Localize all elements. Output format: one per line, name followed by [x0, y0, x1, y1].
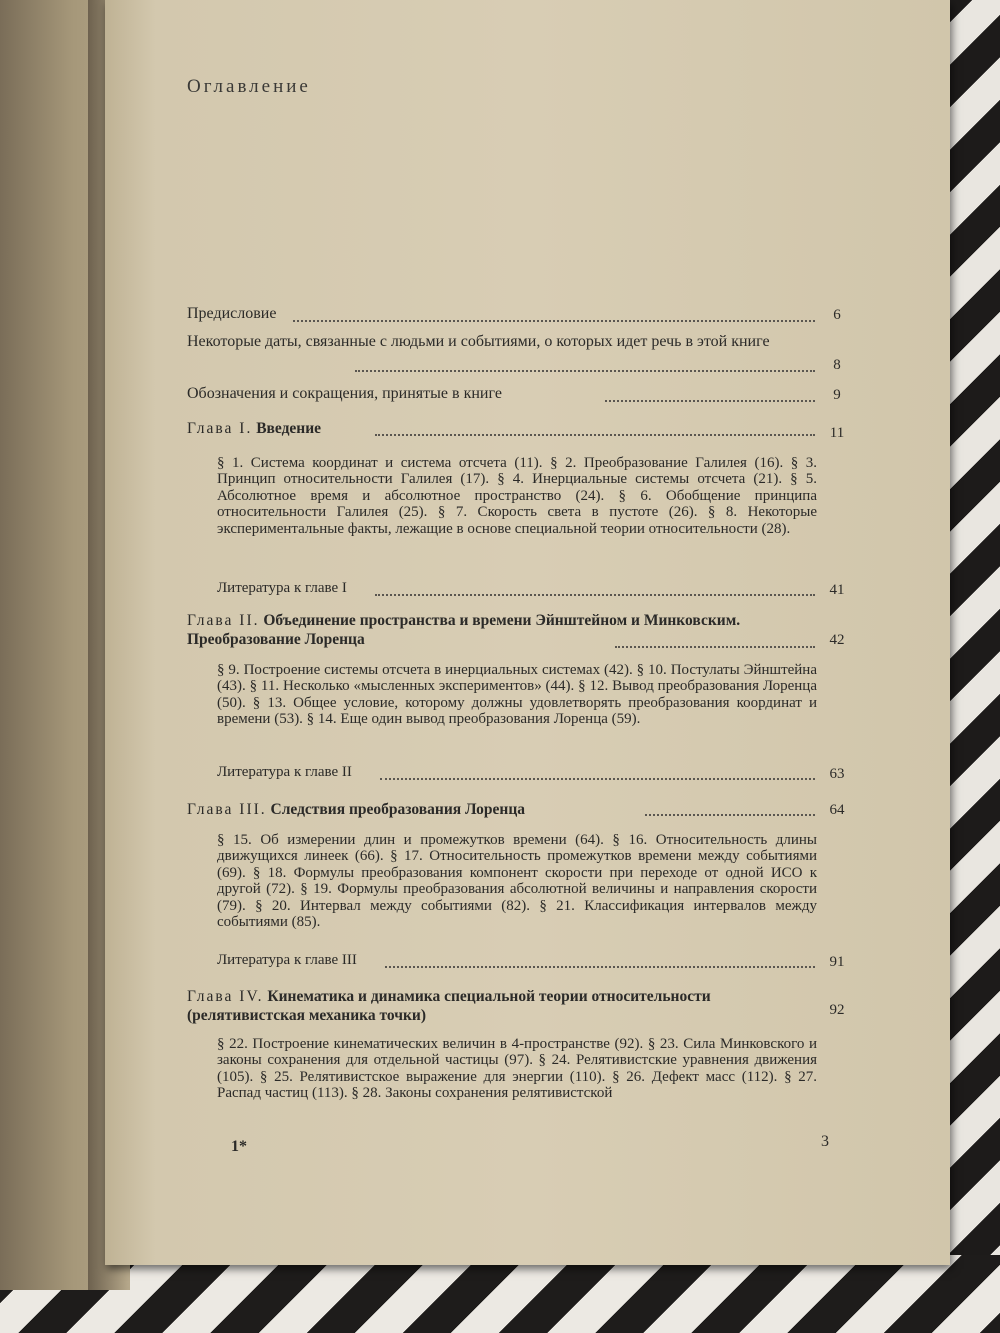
dot-leader — [375, 432, 815, 436]
background-blanket-bottom — [0, 1255, 1000, 1333]
page-number: 6 — [833, 307, 841, 323]
chapter-4-sections: § 22. Построение кинематических величин в 4-пространстве (92). § 23. Сила Минковского и законы сохранения для отдельной частицы (97). § 24. Релятивистские уравнения движения (105). § 25. Релятивистское выражение для энергии (110). § 26. Дефект масс (112). § 27. Распад частиц (113). § 28. Законы сохранения релятивистской — [217, 1036, 817, 1102]
toc-entry-dates — [187, 332, 827, 351]
dot-leader — [645, 812, 815, 816]
page-number: 11 — [829, 425, 845, 441]
chapter-3-literature: Литература к главе III — [217, 952, 357, 968]
chapter-2-literature: Литература к главе II — [217, 764, 352, 780]
chapter-name: Введение — [256, 420, 322, 437]
dot-leader — [293, 318, 815, 322]
entry-title: Некоторые даты, связанные с людьми и событиями, о которых идет речь в этой книге — [187, 333, 770, 350]
chapter-name: Объединение пространства и времени Эйнштейном и Минковским. Преобразование Лоренца — [187, 612, 741, 648]
signature-mark: 1* — [231, 1138, 247, 1155]
chapter-label: Глава II. — [187, 612, 260, 629]
dot-leader — [355, 368, 815, 372]
page-number: 91 — [829, 954, 845, 970]
dot-leader — [605, 398, 815, 402]
dot-leader — [375, 592, 815, 596]
chapter-1-sections: § 1. Система координат и система отсчета (11). § 2. Преобразование Галилея (16). § 3. Принцип относительности Галилея (17). § 4. Инерциальные системы отсчета (21). § 5. Абсолютное время и абсолютное пространство (24). § 6. Обобщение принципа относительности Галилея (25). § 7. Скорость света в пустоте (26). § 8. Некоторые экспериментальные факты, лежащие в основе специальной теории относительности (28). — [217, 455, 817, 537]
chapter-name: Следствия преобразования Лоренца — [270, 801, 526, 818]
chapter-label: Глава III. — [187, 801, 267, 818]
toc-chapter-4 — [187, 987, 827, 1025]
entry-title: Обозначения и сокращения, принятые в книге — [187, 385, 502, 402]
page-folio: 3 — [821, 1133, 829, 1150]
chapter-3-sections: § 15. Об измерении длин и промежутков времени (64). § 16. Относительность длины движущихся линеек (66). § 17. Относительность промежутков времени между событиями (69). § 18. Формулы преобразования компонент скорости при переходе от одной ИСО к другой (72). § 19. Формулы преобразования абсолютной величины и направления скорости (79). § 20. Интервал между событиями (82). § 21. Классификация интервалов между событиями (85). — [217, 832, 817, 931]
chapter-1-literature: Литература к главе I — [217, 580, 347, 596]
chapter-label: Глава IV. — [187, 988, 264, 1005]
page-number: 63 — [829, 766, 845, 782]
dot-leader — [615, 644, 815, 648]
page-number: 64 — [829, 802, 845, 818]
page-number: 92 — [829, 1002, 845, 1018]
page-number: 42 — [829, 632, 845, 648]
chapter-2-sections: § 9. Построение системы отсчета в инерциальных системах (42). § 10. Постулаты Эйнштейна (43). § 11. Несколько «мысленных экспериментов» (44). § 12. Вывод преобразования Лоренца (50). § 13. Общее условие, которому должны удовлетворять преобразования координат и времени (53). § 14. Еще один вывод преобразования Лоренца (59). — [217, 662, 817, 728]
page-number: 41 — [829, 582, 845, 598]
dot-leader — [385, 964, 815, 968]
toc-chapter-3 — [187, 800, 897, 819]
chapter-name: Кинематика и динамика специальной теории относительности (релятивистская механика точки) — [187, 988, 711, 1024]
toc-heading: Оглавление — [187, 76, 311, 97]
entry-title: Предисловие — [187, 305, 277, 322]
page-number: 9 — [833, 387, 841, 403]
dot-leader — [380, 776, 815, 780]
chapter-label: Глава I. — [187, 420, 253, 437]
page-number: 8 — [833, 357, 841, 373]
book-page — [105, 0, 950, 1265]
